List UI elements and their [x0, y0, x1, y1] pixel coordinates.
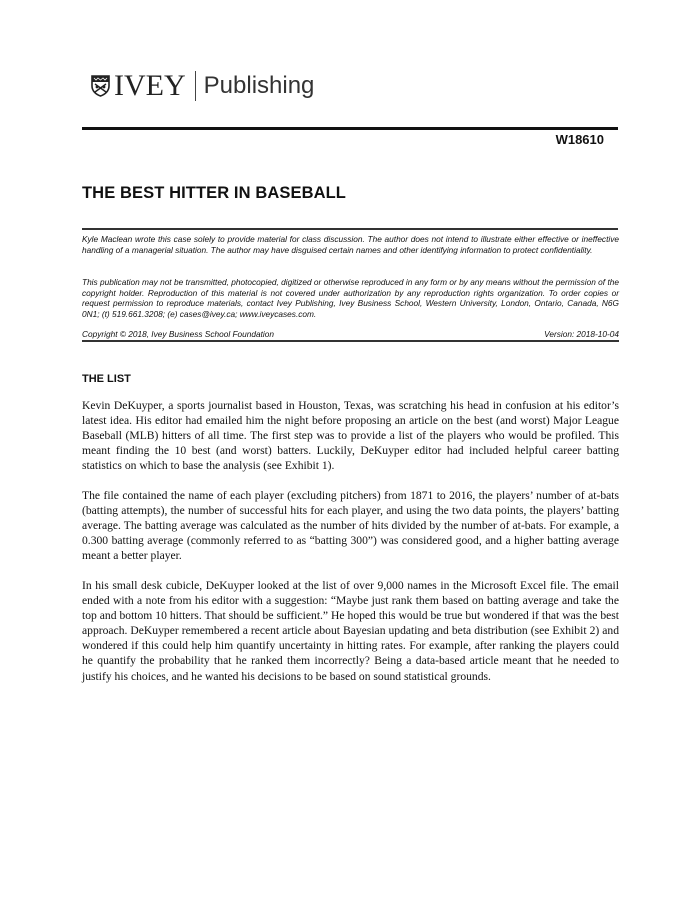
document-title: THE BEST HITTER IN BASEBALL [82, 184, 346, 202]
front-matter-rule [82, 340, 619, 342]
copyright-notice: This publication may not be transmitted, photocopied, digitized or otherwise reproduced in any form or by any means without the permission of the copyright holder. Reproduction of this material is not covered under authorization by any reproduction rights organization. To order copies or request permission to reproduce materials, contact Ivey Publishing, Ivey Business School, Western University, London, Ontario, Canada, N6G 0N1; (t) 519.661.3208; (e) cases@ivey.ca; www.iveycases.com. [82, 277, 619, 319]
logo-divider [195, 71, 196, 101]
section-heading: THE LIST [82, 373, 131, 385]
body-paragraph: In his small desk cubicle, DeKuyper looked at the list of over 9,000 names in the Microsoft Excel file. The email ended with a note from his editor with a suggestion: “Maybe just rank them based on batting average and take the top and bottom 10 hitters. That should be sufficient.” He hoped this would be true but wondered if that was the best approach. DeKuyper remembered a recent article about Bayesian updating and beta distribution (see Exhibit 2) and wondered if this could help him quantify uncertainty in hitting rates. For example, after ranking the players could he quantify the probability that he ranked them incorrectly? Being a data-based article meant that he needed to justify his choices, and he wanted his decisions to be based on sound statistical grounds. [82, 579, 619, 683]
body-paragraph: The file contained the name of each player (excluding pitchers) from 1871 to 2016, the players’ number of at-bats (batting attempts), the number of successful hits for each player, and using the two data points, the players’ batting average. The batting average was calculated as the number of hits divided by the number of at-bats. For example, a 0.300 batting average (commonly referred to as “batting 300”) was considered good, and a higher batting average meant a better player. [82, 489, 619, 563]
ivey-publishing-logo [91, 70, 314, 102]
logo-brand-text: IVEY [114, 69, 186, 102]
logo-publisher-text: Publishing [203, 72, 315, 99]
title-rule [82, 228, 618, 230]
copyright-version-row [82, 329, 619, 339]
case-number: W18610 [555, 132, 604, 147]
body-paragraph: Kevin DeKuyper, a sports journalist based in Houston, Texas, was scratching his head in confusion at his editor’s latest idea. His editor had emailed him the night before proposing an article on the best (and worst) Major League Baseball (MLB) hitters of all time. The first step was to provide a list of the players who would be profiled. This meant finding the 10 best (and worst) batters. Luckily, DeKuyper editor had included helpful career batting statistics on which to base the analysis (see Exhibit 1). [82, 399, 619, 473]
copyright-text: Copyright © 2018, Ivey Business School Foundation [82, 329, 274, 339]
author-disclaimer: Kyle Maclean wrote this case solely to provide material for class discussion. The author does not intend to illustrate either effective or ineffective handling of a managerial situation. The author may have disguised certain names and other identifying information to protect confidentiality. [82, 234, 619, 255]
header-rule [82, 127, 618, 130]
shield-crest-icon [91, 75, 110, 97]
version-text: Version: 2018-10-04 [544, 329, 619, 339]
